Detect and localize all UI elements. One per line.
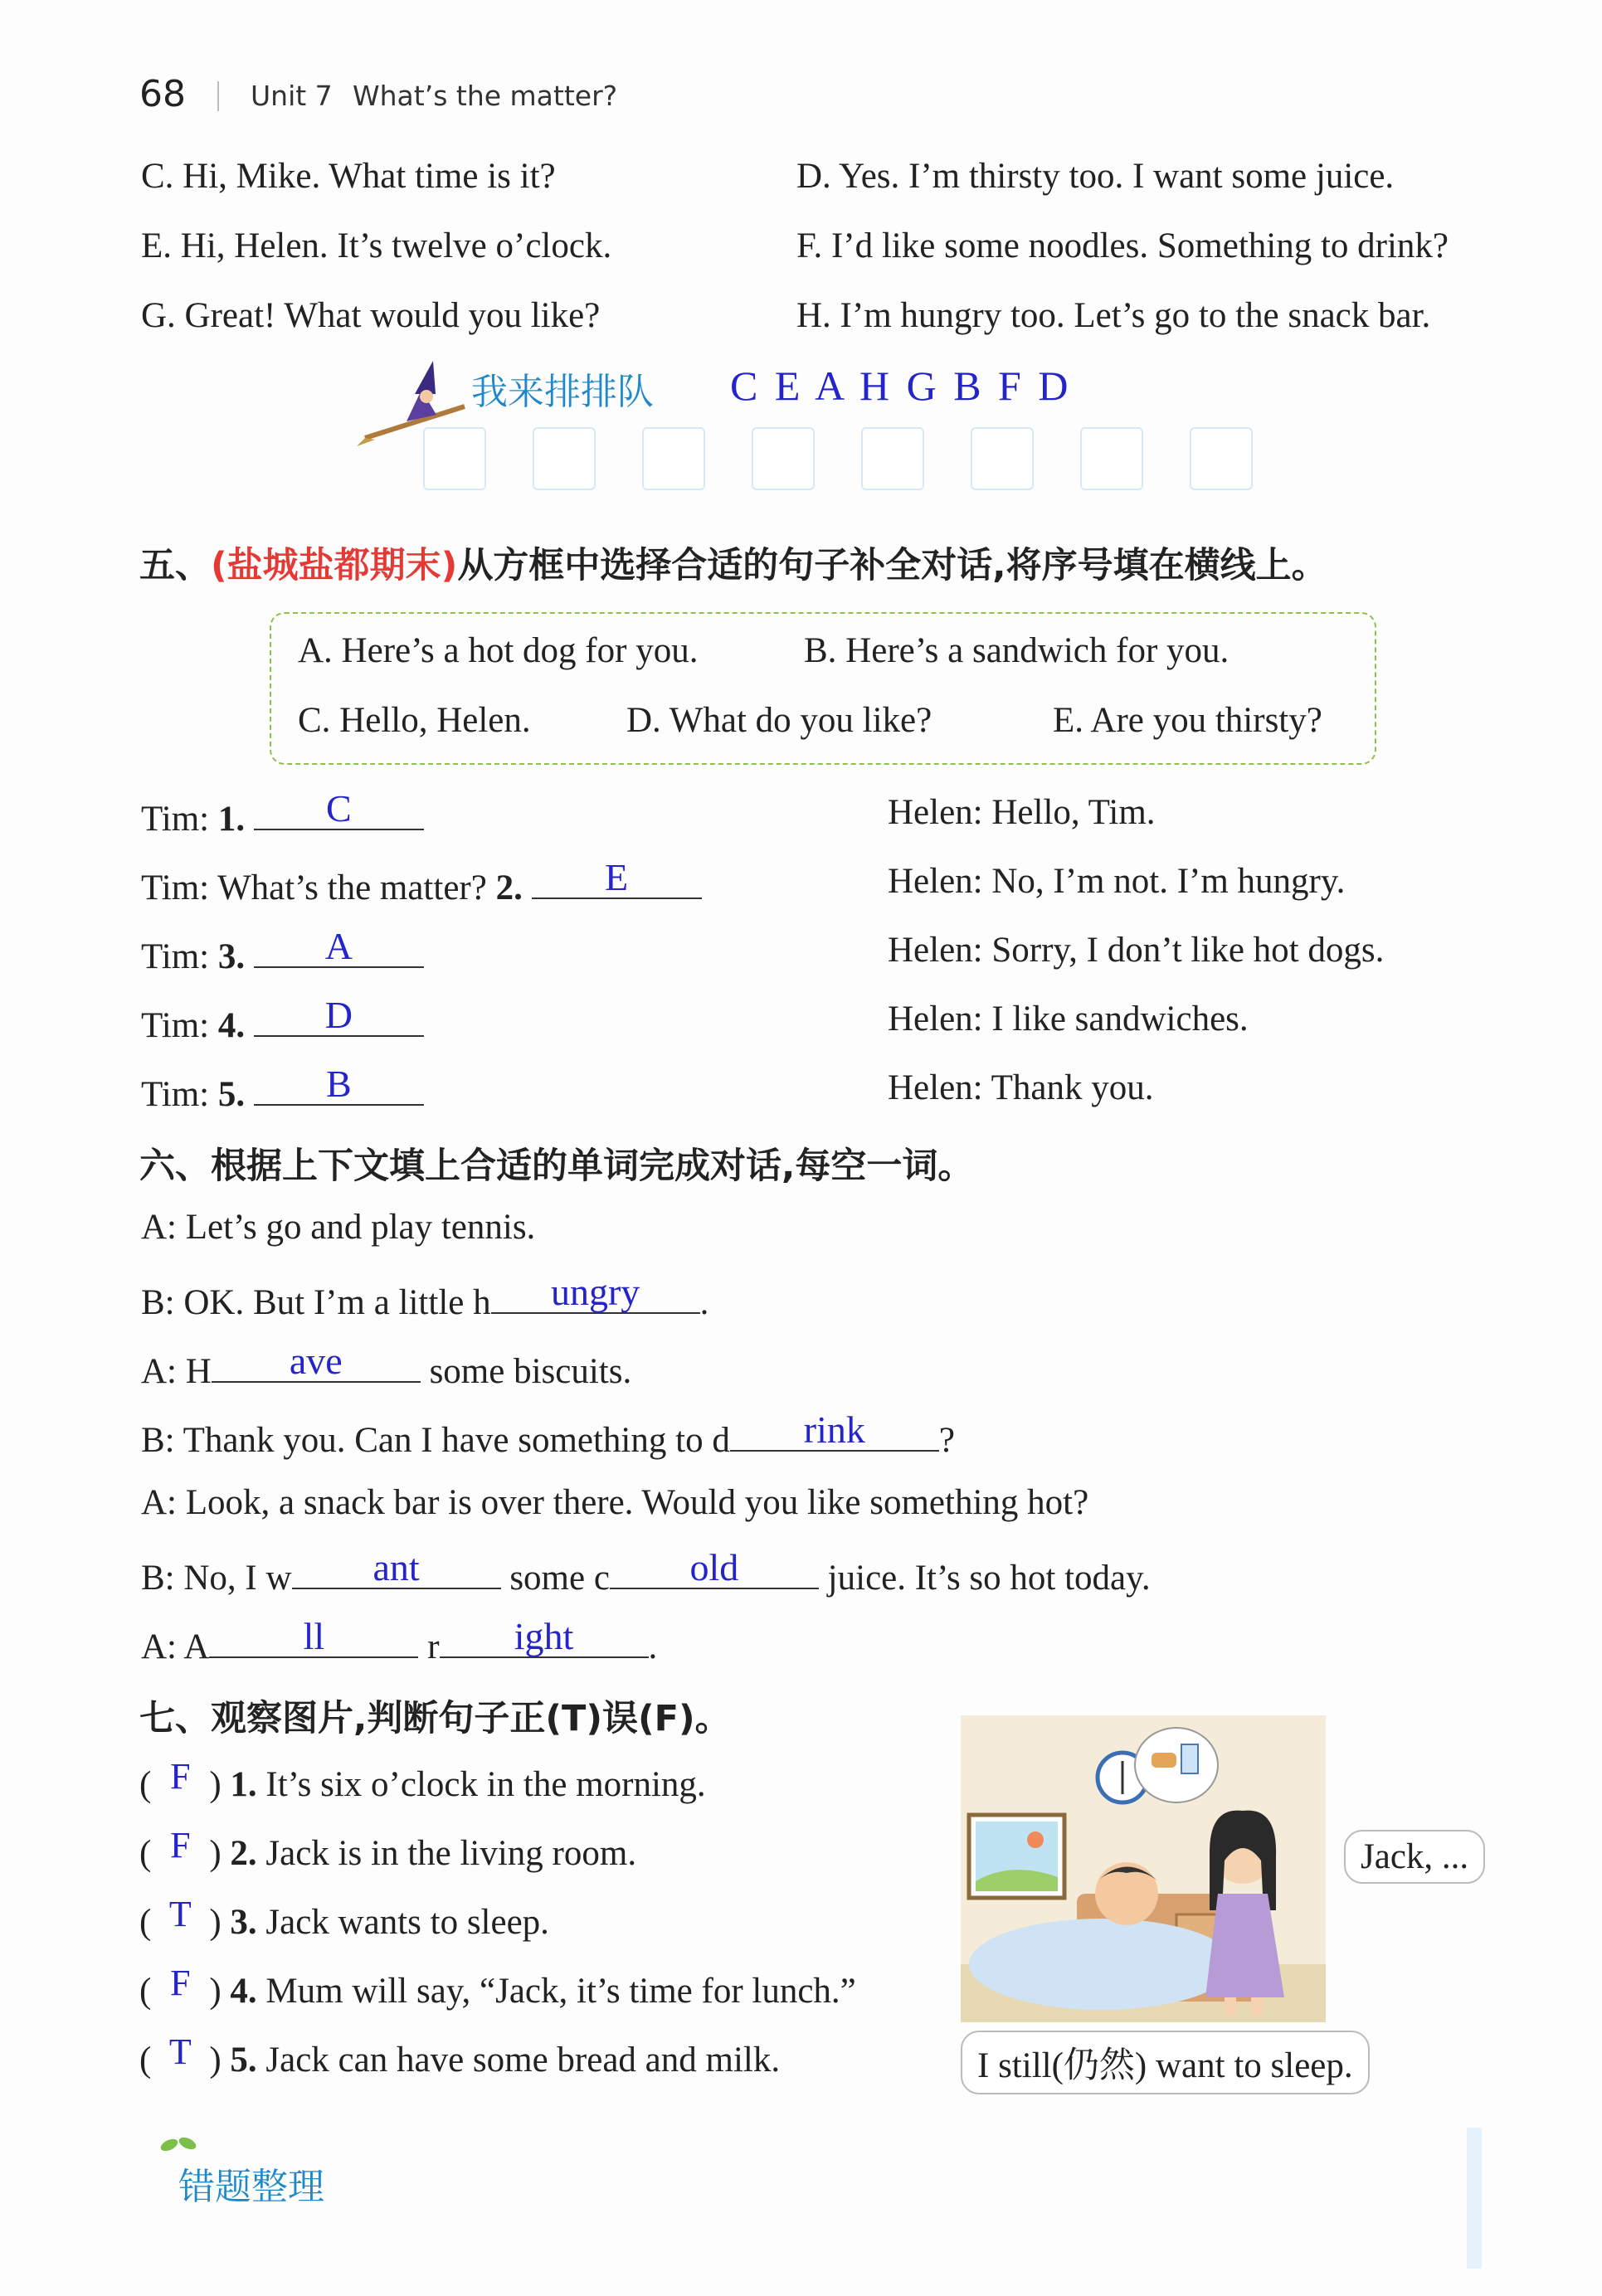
order-slot[interactable]	[642, 427, 705, 490]
word-blank[interactable]	[212, 1340, 421, 1383]
blank-answer: D	[324, 994, 353, 1036]
item-text: It’s six o’clock in the morning.	[256, 1765, 706, 1804]
tf-blank[interactable]	[151, 1894, 209, 1934]
helen-line-1: Helen: Hello, Tim.	[888, 793, 1156, 832]
blank-answer: ll	[303, 1615, 325, 1657]
box-option-d: D. What do you like?	[626, 701, 932, 740]
answer-blank[interactable]	[254, 925, 424, 968]
word-blank[interactable]	[730, 1408, 939, 1452]
s6-text: B: OK. But I’m a little h	[141, 1283, 491, 1322]
item-number: 5.	[230, 2041, 257, 2080]
tim-line-5	[141, 1063, 424, 1115]
order-slot[interactable]	[752, 427, 815, 490]
word-blank[interactable]	[440, 1615, 649, 1658]
page-number: 68	[139, 73, 186, 115]
item-text: Jack wants to sleep.	[256, 1903, 549, 1942]
tf-blank[interactable]	[151, 1825, 209, 1866]
s6-line-1: A: Let’s go and play tennis.	[141, 1208, 536, 1247]
helen-line-2: Helen: No, I’m not. I’m hungry.	[888, 862, 1346, 901]
s6-line-3	[141, 1340, 632, 1392]
helen-line-3: Helen: Sorry, I don’t like hot dogs.	[888, 931, 1385, 970]
s6-text: some c	[500, 1559, 610, 1598]
box-option-b: B. Here’s a sandwich for you.	[804, 631, 1229, 670]
s6-text: juice. It’s so hot today.	[818, 1559, 1151, 1598]
tim-line-2	[141, 856, 702, 908]
blank-answer: B	[326, 1063, 352, 1105]
blank-number: 3.	[217, 937, 246, 976]
tim-line-1	[141, 787, 424, 839]
section5-number: 五、	[139, 545, 211, 586]
item-number: 4.	[230, 1972, 257, 2011]
tim-speaker: Tim:	[141, 1075, 218, 1114]
tf-item-1: ( F ) 1. It’s six o’clock in the morning.	[139, 1756, 706, 1804]
item-text: Jack can have some bread and milk.	[256, 2041, 781, 2080]
tf-mark: F	[170, 1825, 191, 1866]
tf-mark: F	[170, 1963, 191, 2003]
leaf-icon	[158, 2133, 199, 2153]
s6-text: A: A	[141, 1627, 210, 1666]
tim-speaker: Tim:	[141, 800, 218, 839]
unit-label: Unit 7	[251, 80, 333, 112]
word-blank[interactable]	[209, 1615, 418, 1658]
mum-speech-bubble: Jack, ...	[1344, 1830, 1485, 1884]
s6-text: A: H	[141, 1352, 212, 1391]
item-text: Mum will say, “Jack, it’s time for lunch.”	[256, 1972, 856, 2011]
blank-answer: ungry	[550, 1271, 640, 1313]
answer-blank[interactable]	[254, 787, 424, 830]
s6-text: B: No, I w	[141, 1559, 292, 1598]
options-box	[270, 612, 1376, 765]
blank-answer: ight	[514, 1615, 574, 1657]
tf-item-4: ( F ) 4. Mum will say, “Jack, it’s time for lunch.”	[139, 1963, 856, 2011]
tf-mark: T	[168, 1894, 192, 1934]
tim-speaker: Tim: What’s the matter?	[141, 868, 496, 907]
option-d: D. Yes. I’m thirsty too. I want some juice.	[796, 157, 1395, 196]
page-edge-strip	[1467, 2128, 1482, 2269]
blank-number: 4.	[217, 1006, 246, 1045]
tf-item-5: ( T ) 5. Jack can have some bread and milk.	[139, 2031, 781, 2080]
tf-blank[interactable]	[151, 1963, 209, 2003]
box-option-e: E. Are you thirsty?	[1053, 701, 1322, 740]
blank-answer: ant	[373, 1546, 420, 1588]
tim-speaker: Tim:	[141, 1006, 218, 1045]
s6-text: ?	[938, 1421, 955, 1460]
tf-mark: F	[170, 1756, 191, 1797]
tf-blank[interactable]	[151, 2031, 209, 2072]
section5-title	[139, 538, 1327, 588]
tim-line-3	[141, 925, 424, 977]
section6-title: 六、根据上下文填上合适的单词完成对话,每空一词。	[139, 1146, 974, 1187]
tim-line-4	[141, 994, 424, 1046]
s6-text: B: Thank you. Can I have something to d	[141, 1421, 730, 1460]
s6-line-5: A: Look, a snack bar is over there. Would you like something hot?	[141, 1483, 1089, 1522]
s6-text: .	[699, 1283, 709, 1322]
blank-number: 1.	[217, 800, 246, 839]
s6-line-4	[141, 1408, 955, 1461]
tim-speaker: Tim:	[141, 937, 218, 976]
item-number: 3.	[230, 1903, 257, 1942]
option-g: G. Great! What would you like?	[141, 296, 601, 335]
blank-answer: C	[326, 787, 352, 829]
s6-line-7	[141, 1615, 658, 1667]
s6-line-6	[141, 1546, 1151, 1598]
mistake-review-label: 错题整理	[178, 2166, 324, 2208]
box-option-a: A. Here’s a hot dog for you.	[298, 631, 699, 670]
helen-line-5: Helen: Thank you.	[888, 1068, 1154, 1107]
blank-answer: ave	[289, 1340, 343, 1382]
order-slot[interactable]	[1190, 427, 1253, 490]
section5-source: (盐城盐都期末)	[211, 545, 458, 586]
tf-item-3: ( T ) 3. Jack wants to sleep.	[139, 1894, 549, 1942]
header-divider	[217, 81, 219, 111]
option-c: C. Hi, Mike. What time is it?	[141, 157, 556, 196]
option-h: H. I’m hungry too. Let’s go to the snack bar.	[796, 296, 1431, 335]
ordering-label: 我来排排队	[471, 371, 654, 413]
s6-text: .	[648, 1627, 658, 1666]
section5-instruction: 从方框中选择合适的句子补全对话,将序号填在横线上。	[457, 545, 1327, 586]
blank-answer: old	[689, 1546, 739, 1588]
section7-title: 七、观察图片,判断句子正(T)误(F)。	[139, 1698, 731, 1739]
item-text: Jack is in the living room.	[256, 1834, 637, 1873]
jack-speech-bubble: I still(仍然) want to sleep.	[961, 2031, 1370, 2094]
blank-answer: E	[605, 856, 629, 898]
order-slot[interactable]	[861, 427, 924, 490]
tf-blank[interactable]	[151, 1756, 209, 1797]
order-slot[interactable]	[971, 427, 1034, 490]
order-slot[interactable]	[423, 427, 486, 490]
answer-blank[interactable]	[254, 994, 424, 1037]
s6-text: r	[418, 1627, 440, 1666]
answer-blank[interactable]	[532, 856, 702, 899]
option-e: E. Hi, Helen. It’s twelve o’clock.	[141, 226, 612, 265]
s6-line-2	[141, 1271, 709, 1323]
helen-line-4: Helen: I like sandwiches.	[888, 1000, 1249, 1039]
ordering-slots	[423, 427, 1253, 490]
tf-item-2: ( F ) 2. Jack is in the living room.	[139, 1825, 637, 1873]
option-f: F. I’d like some noodles. Something to drink?	[796, 226, 1449, 265]
blank-answer: rink	[803, 1408, 865, 1451]
item-number: 1.	[230, 1765, 257, 1804]
answer-blank[interactable]	[254, 1063, 424, 1106]
s6-text: some biscuits.	[420, 1352, 632, 1391]
word-blank[interactable]	[292, 1546, 501, 1589]
blank-answer: A	[324, 925, 353, 967]
word-blank[interactable]	[491, 1271, 700, 1314]
unit-title: What’s the matter?	[353, 80, 618, 112]
item-number: 2.	[230, 1834, 257, 1873]
ordering-answer: C E A H G B F D	[730, 362, 1072, 409]
word-blank[interactable]	[610, 1546, 819, 1589]
box-option-c: C. Hello, Helen.	[298, 701, 531, 740]
order-slot[interactable]	[1080, 427, 1143, 490]
blank-number: 5.	[217, 1075, 246, 1114]
tf-mark: T	[168, 2031, 192, 2072]
bedroom-illustration	[961, 1715, 1326, 2022]
blank-number: 2.	[495, 868, 523, 907]
order-slot[interactable]	[533, 427, 596, 490]
